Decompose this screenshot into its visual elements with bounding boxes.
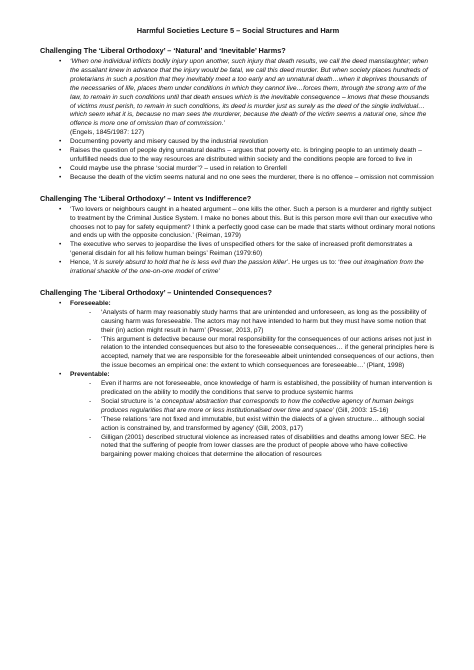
section-natural-harms	[40, 46, 436, 183]
foreseeable-label: • Foreseeable:	[40, 300, 436, 309]
section-heading: Challenging The ‘Liberal Orthodoxy’ – ‘Natural’ and ‘Inevitable’ Harms?	[40, 46, 286, 55]
list-item	[40, 58, 436, 138]
list-item: • Could maybe use the phrase ‘social murder’? – used in relation to Grenfell	[40, 165, 436, 174]
list-item: • ‘Two lovers or neighbours caught in a heated argument – one kills the other. Such a person is a murderer and rightly subject to treatment by the Criminal Justice System. I make no bones about this. But is this person more evil than our executive who chooses not to pay for safety equipment? I think a perfectly good case can be made that starts without ordinary moral notions and ends up with the opposite conclusion.’ (Reiman, 1979)	[40, 206, 436, 242]
hence-text: ’. He urges us to: ‘	[286, 259, 340, 267]
gill-quote: a conceptual abstraction that corresponds to how the collective agency of human beings produces regularities that are more or less institutionalised over time and space	[101, 397, 414, 414]
executive-text: The executive who serves to jeopardise the lives of unspecified others for the sake of increased profit demonstrates a ‘general disdain for all his fellow human beings’ Reiman (1979:60)	[70, 241, 413, 258]
bullet-list	[40, 58, 436, 183]
list-item: • Raises the question of people dying unnatural deaths – argues that poverty etc. is bringing people to an untimely death – unfulfilled needs due to the way resources are distributed within society and the conditions people are forced to live in	[40, 147, 436, 165]
list-item	[40, 398, 436, 416]
list-item	[40, 259, 436, 277]
hence-quote: it is surely absurd to hold that he is less evil than the passion killer	[94, 259, 287, 267]
list-item	[40, 241, 436, 259]
hence-text: Hence, ‘	[70, 259, 95, 267]
section-heading: Challenging The ‘Liberal Orthodoxy’ – Intent vs Indifference?	[40, 193, 252, 203]
gill-citation: ’ (Gill, 2003: 15-16)	[332, 406, 389, 414]
foreseeable-list	[40, 309, 436, 371]
preventable-list	[40, 380, 436, 460]
section-intent-indifference	[40, 194, 436, 277]
section-heading: Challenging The ‘Liberal Orthodoxy’ – Unintended Consequences?	[40, 287, 272, 297]
list-item: - ‘These relations ‘are not fixed and immutable, but exist within the dialects of a given structure… although social action is constrained by, and transformed by agency’ (Gill, 2003, p17)	[40, 416, 436, 434]
list-item: • Because the death of the victim seems natural and no one sees the murderer, there is no offence – omission not commission	[40, 174, 436, 183]
section-unintended-consequences	[40, 288, 436, 460]
list-item: - ‘This argument is defective because our moral responsibility for the consequences of our actions arises not just in relation to the intended consequences but also to the foreseeable consequences… if the general principles here is accepted, namely that we are responsible for the foreseeable albeit unintended consequences of our actions, then the issue becomes an empirical one: the extent to which consequences are foreseeable…’ (Plant, 1998)	[40, 336, 436, 372]
list-item: - Even if harms are not foreseeable, once knowledge of harm is established, the possibility of human intervention is predicated on the ability to modify the conditions that serve to produce systemic harms	[40, 380, 436, 398]
page-title: Harmful Societies Lecture 5 – Social Structures and Harm	[136, 26, 340, 35]
hence-quote: free out imagination from the irrational shackle of the one-on-one model of crime’	[70, 259, 424, 276]
bullet-list	[40, 206, 436, 277]
list-item: • Documenting poverty and misery caused by the industrial revolution	[40, 138, 436, 147]
preventable-label: • Preventable:	[40, 371, 436, 380]
list-item: - Gilligan (2001) described structural violence as increased rates of disabilities and deaths among lower SEC. He noted that the suffering of people from lower classes are the product of people above who have collective bargaining power making choices that determine the allocation of resources	[40, 434, 436, 461]
gill-text: Social structure is ‘	[101, 397, 157, 405]
engels-citation: (Engels, 1845/1987: 127)	[70, 129, 145, 137]
list-item: - ‘Analysts of harm may reasonably study harms that are unintended and unforeseen, as long as the possibility of causing harm was foreseeable. The actors may not have intended to harm but they must have some notion that their (in) action might result in harm’ (Presser, 2013, p7)	[40, 309, 436, 336]
engels-quote: ‘When one individual inflicts bodily injury upon another, such injury that death results, we call the deed manslaughter; when the assailant knew in advance that the injury would be fatal, we call this deed murder. But when society places hundreds of proletarians in such a position that they inevitably meet a too early and an unnatural death…when it deprives thousands of the necessaries of life, places them under conditions in which they cannot live…forces them, through the strong arm of the law, to remain in such conditions until that death ensues which is the inevitable consequence – knows that these thousands of victims must perish, to remain in such conditions, its deed is murder just as surely as the deed of the single individual…which seem what it is, because no man sees the murderer, because the death of the victim seems a natural one, since the offence is more one of omission than of commission.’	[70, 58, 430, 128]
